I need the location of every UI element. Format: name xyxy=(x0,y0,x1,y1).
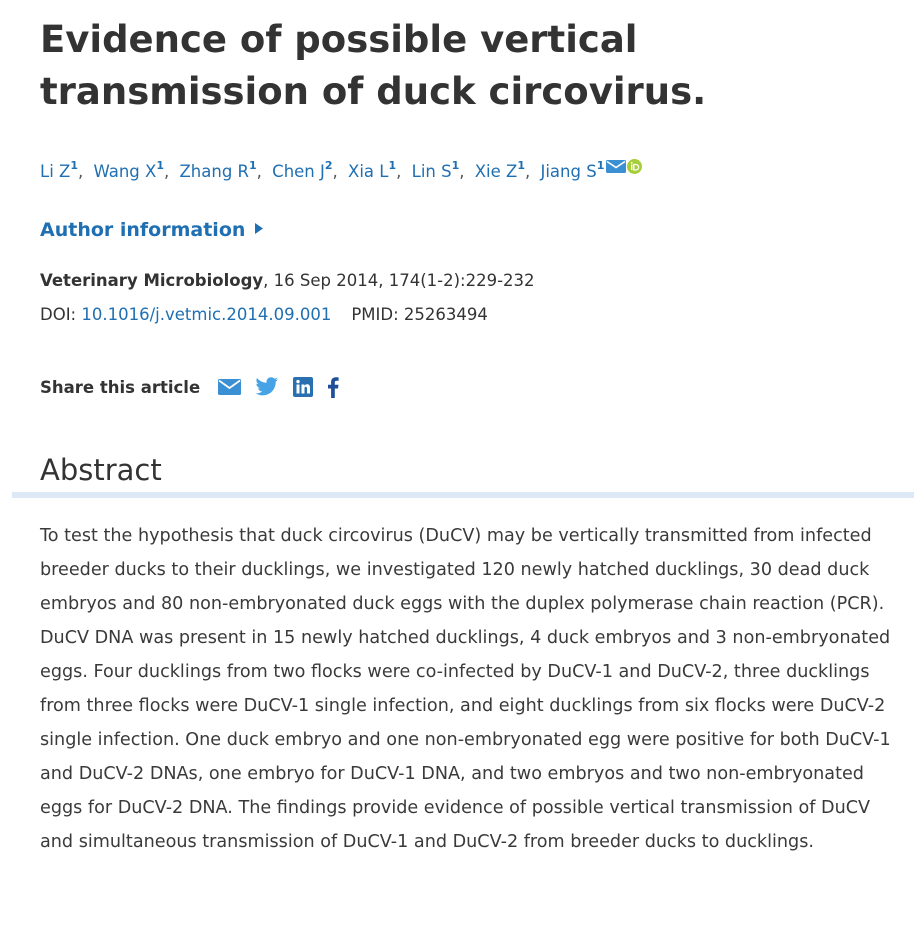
separator: , xyxy=(396,161,402,181)
linkedin-icon[interactable] xyxy=(293,377,313,397)
affiliation-number: 1 xyxy=(517,159,525,172)
author-link[interactable] xyxy=(474,159,525,181)
author-name: Lin S xyxy=(411,161,452,181)
author-list xyxy=(40,154,642,185)
affiliation-number: 1 xyxy=(249,159,257,172)
affiliation-number: 2 xyxy=(324,159,333,172)
twitter-icon[interactable] xyxy=(255,377,279,397)
author-link[interactable] xyxy=(411,159,460,181)
section-divider xyxy=(12,492,914,498)
article-title: Evidence of possible vertical transmission of duck circovirus. xyxy=(40,18,707,113)
envelope-icon[interactable] xyxy=(218,379,241,395)
author-name: Chen J xyxy=(272,161,325,181)
separator: , xyxy=(524,161,531,181)
affiliation-number: 1 xyxy=(596,159,605,172)
abstract-heading: Abstract xyxy=(40,453,162,487)
separator: , xyxy=(332,161,338,181)
affiliation-number: 1 xyxy=(451,159,460,172)
pmid: PMID: 25263494 xyxy=(351,305,488,324)
envelope-icon[interactable] xyxy=(606,155,626,181)
orcid-icon[interactable] xyxy=(627,156,642,182)
author-link[interactable] xyxy=(93,159,164,181)
author-link[interactable] xyxy=(179,159,257,181)
doi-label: DOI: xyxy=(40,305,82,324)
citation-details: , 16 Sep 2014, 174(1-2):229-232 xyxy=(263,271,535,290)
separator: , xyxy=(164,161,170,181)
affiliation-number: 1 xyxy=(388,159,397,172)
separator: , xyxy=(77,161,84,181)
journal-name: Veterinary Microbiology xyxy=(40,271,264,290)
share-bar xyxy=(40,373,353,401)
abstract-text: To test the hypothesis that duck circovirus (DuCV) may be vertically transmitted from infected breeder ducks to their ducklings, we investigated 120 newly hatched ducklings, 30 dead duck embryos and 80 non-embryonated duck eggs with the duplex polymerase chain reaction (PCR). DuCV DNA was present in 15 newly hatched ducklings, 4 duck embryos and 3 non-embryonated eggs. Four ducklings from two flocks were co-infected by DuCV-1 and DuCV-2, three ducklings from three flocks were DuCV-1 single infection, and eight ducklings from six flocks were DuCV-2 single infection. One duck embryo and one non-embryonated egg were positive for both DuCV-1 and DuCV-2 DNAs, one embryo for DuCV-1 DNA, and two embryos and two non-embryonated eggs for DuCV-2 DNA. The findings provide evidence of possible vertical transmission of DuCV and simultaneous transmission of DuCV-1 and DuCV-2 from breeder ducks to ducklings. xyxy=(40,526,891,852)
author-link[interactable] xyxy=(348,159,397,181)
separator: , xyxy=(459,161,465,181)
author-name: Zhang R xyxy=(179,161,250,181)
author-name: Li Z xyxy=(40,161,71,181)
caret-right-icon xyxy=(255,214,263,242)
identifiers xyxy=(40,302,488,328)
affiliation-number: 1 xyxy=(156,159,164,172)
journal-citation xyxy=(40,268,535,294)
facebook-icon[interactable] xyxy=(327,377,339,398)
author-link[interactable] xyxy=(540,159,605,181)
author-information-toggle[interactable] xyxy=(40,214,263,244)
author-name: Xie Z xyxy=(474,161,518,181)
author-link[interactable] xyxy=(272,159,333,181)
affiliation-number: 1 xyxy=(70,159,78,172)
author-information-label: Author information xyxy=(40,219,246,241)
author-name: Wang X xyxy=(93,161,157,181)
author-link[interactable] xyxy=(40,159,78,181)
doi-link[interactable]: 10.1016/j.vetmic.2014.09.001 xyxy=(81,305,332,324)
separator: , xyxy=(256,161,262,181)
author-name: Xia L xyxy=(348,161,389,181)
share-label: Share this article xyxy=(40,377,201,397)
author-name: Jiang S xyxy=(540,161,597,181)
